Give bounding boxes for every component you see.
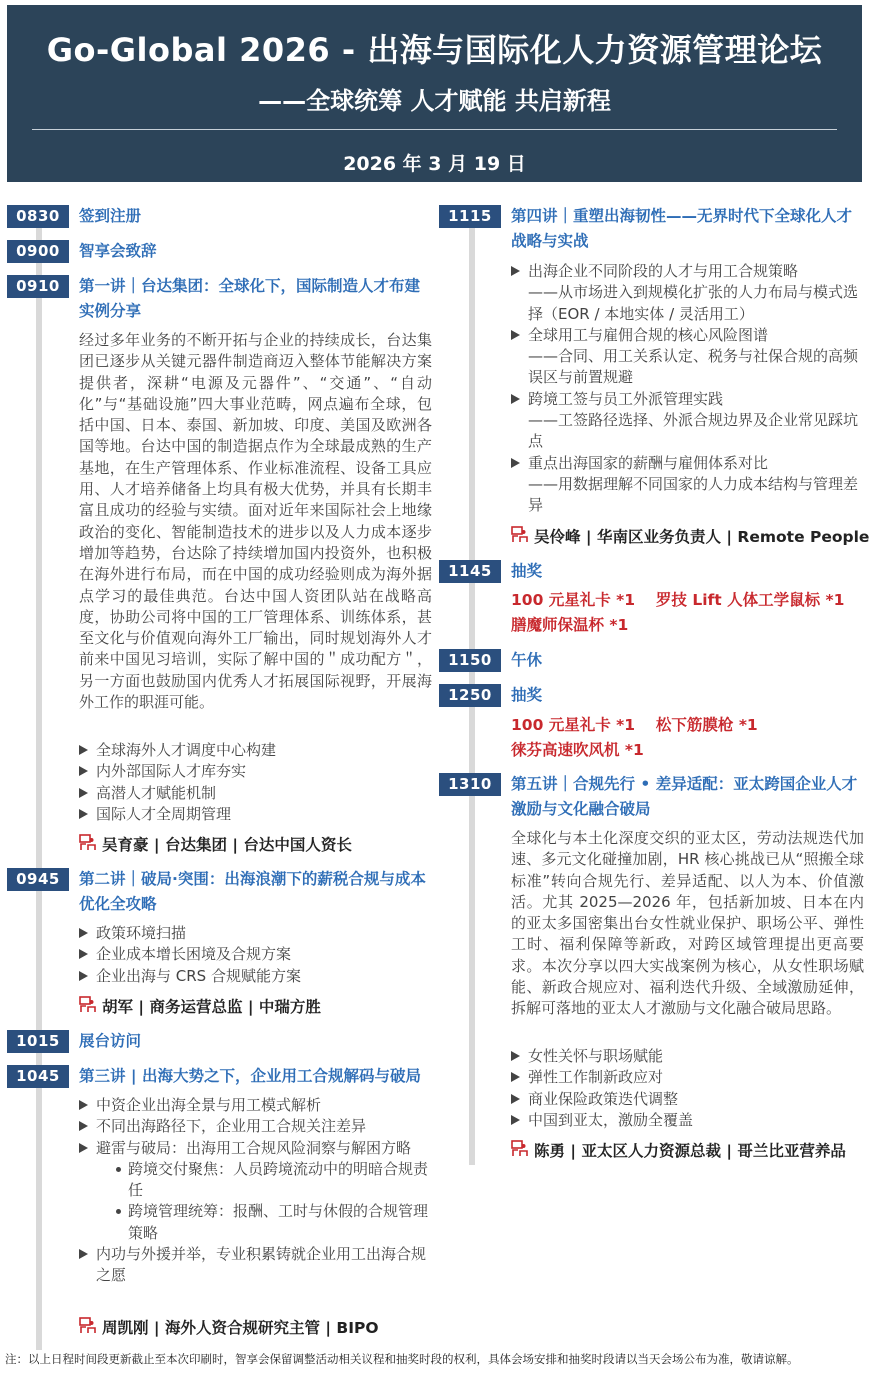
timeline-line	[36, 205, 42, 1350]
list-item: 内外部国际人才库夯实	[79, 761, 432, 782]
prize-line: 100 元星礼卡 *1 松下筋膜枪 *1	[511, 716, 758, 734]
list-item: 避雷与破局：出海用工合规风险洞察与解困方略 跨境交付聚焦：人员跨境流动中的明暗合规责任 跨境管理统筹：报酬、工时与休假的合规管理策略	[79, 1138, 432, 1244]
speaker-info: 周凯刚 | 海外人资合规研究主管 | BIPO	[102, 1319, 379, 1337]
list-item: 高潜人才赋能机制	[79, 783, 432, 804]
triangle-bullet-icon	[511, 1051, 520, 1061]
sub-list-item: 跨境交付聚焦：人员跨境流动中的明暗合规责任	[114, 1159, 432, 1202]
bullet-list	[79, 740, 432, 825]
bullet-list	[79, 1095, 432, 1287]
triangle-bullet-icon	[79, 949, 88, 959]
speaker-podium-icon	[79, 834, 96, 851]
list-item: 跨境工签与员工外派管理实践 ——工签路径选择、外派合规边界及企业常见踩坑点	[511, 389, 864, 453]
prize-list	[511, 588, 864, 638]
page-title: Go-Global 2026 - 出海与国际化人力资源管理论坛	[46, 31, 823, 69]
list-item: 企业出海与 CRS 合规赋能方案	[79, 966, 432, 987]
speaker-info: 胡军 | 商务运营总监 | 中瑞方胜	[102, 998, 321, 1016]
session-title: 抽奖	[511, 686, 543, 704]
prize-list	[511, 713, 864, 763]
time-badge: 1115	[439, 205, 501, 228]
prize-line: 100 元星礼卡 *1 罗技 Lift 人体工学鼠标 *1	[511, 591, 845, 609]
time-badge: 0900	[7, 240, 69, 263]
footnote: 注：以上日程时间段更新截止至本次印刷时，智享会保留调整活动相关议程和抽奖时段的权利，具体会场安排和抽奖时段请以当天会场公布为准，敬请谅解。	[5, 1352, 799, 1366]
session-description: 全球化与本土化深度交织的亚太区，劳动法规迭代加速、多元文化碰撞加剧，HR 核心挑战已从“照搬全球标准”转向合规先行、差异适配、以人为本、价值激活。尤其 2025—2026 年，包括新加坡、日本在内的亚太多国密集出台女性就业保护、职场公平、弹性工时、福利保障等新政，对跨区域管理提出更高要求。本次分享以四大实战案例为核心，从女性职场赋能、新政合规应对、福利迭代升级、全域激励延伸，拆解可落地的亚太人才激励与文化融合破局思路。	[511, 829, 864, 1018]
prize-line: 徕芬高速吹风机 *1	[511, 741, 644, 759]
bullet-list	[511, 1046, 864, 1131]
speaker-line	[79, 1316, 432, 1338]
triangle-bullet-icon	[511, 1115, 520, 1125]
session-title: 午休	[511, 651, 543, 669]
page-subtitle: ——全球统筹 人才赋能 共启新程	[258, 87, 611, 115]
bullet-detail: ——从市场进入到规模化扩张的人力布局与模式选择（EOR / 本地实体 / 灵活用工）	[528, 283, 859, 323]
speaker-line	[79, 833, 432, 855]
time-badge: 1015	[7, 1030, 69, 1053]
bullet-detail: ——用数据理解不同国家的人力成本结构与管理差异	[528, 474, 859, 515]
list-item: 重点出海国家的薪酬与雇佣体系对比 ——用数据理解不同国家的人力成本结构与管理差异	[511, 453, 864, 517]
session-title: 签到注册	[79, 207, 142, 225]
sub-bullet-list	[114, 1159, 432, 1244]
time-badge: 0830	[7, 205, 69, 228]
list-item: 出海企业不同阶段的人才与用工合规策略 ——从市场进入到规模化扩张的人力布局与模式选择（EOR / 本地实体 / 灵活用工）	[511, 261, 864, 325]
list-item: 政策环境扫描	[79, 923, 432, 944]
time-badge: 1150	[439, 649, 501, 672]
schedule-column-left	[7, 205, 432, 1350]
speaker-line	[511, 1139, 864, 1161]
triangle-bullet-icon	[79, 1249, 88, 1259]
triangle-bullet-icon	[79, 1100, 88, 1110]
triangle-bullet-icon	[511, 458, 520, 468]
speaker-line	[79, 995, 432, 1017]
bullet-detail: ——合同、用工关系认定、税务与社保合规的高频误区与前置规避	[528, 347, 859, 387]
session-title: 第一讲｜台达集团：全球化下，国际制造人才布建实例分享	[79, 277, 421, 320]
list-item: 中资企业出海全景与用工模式解析	[79, 1095, 432, 1116]
bullet-list	[79, 923, 432, 987]
list-item: 全球用工与雇佣合规的核心风险图谱 ——合同、用工关系认定、税务与社保合规的高频误区与前置规避	[511, 325, 864, 389]
triangle-bullet-icon	[511, 1094, 520, 1104]
triangle-bullet-icon	[79, 971, 88, 981]
triangle-bullet-icon	[79, 745, 88, 755]
time-badge: 1250	[439, 684, 501, 707]
speaker-podium-icon	[79, 996, 96, 1013]
session-title: 第三讲 | 出海大势之下，企业用工合规解码与破局	[79, 1067, 421, 1085]
event-date: 2026 年 3 月 19 日	[343, 153, 526, 175]
header-banner	[7, 5, 862, 182]
header-divider	[32, 129, 837, 130]
speaker-line	[511, 525, 870, 547]
time-badge: 1310	[439, 773, 501, 796]
session-description: 经过多年业务的不断开拓与企业的持续成长，台达集团已逐步从关键元器件制造商迈入整体节能解决方案提供者，深耕“电源及元器件”、“交通”、“自动化”与“基础设施”四大事业范畴，网点遍布全球，包括中国、日本、泰国、新加坡、印度、美国及欧洲各国等地。台达中国的制造据点作为全球最成熟的生产基地，在生产管理体系、作业标准流程、设备工具应用、人才培养储备上均具有极大优势，并具有长期丰富且成功的经验与实绩。面对近年来国际社会上地缘政治的变化、智能制造技术的进步以及人力成本逐步增加等趋势，台达除了持续增加国内投资外，也积极在海外进行布局，而在中国的成功经验则成为海外据点学习的最佳典范。台达中国人资团队站在战略高度，协助公司将中国的工厂管理体系、训练体系，甚至文化与价值观向海外工厂输出，同时规划海外人才前来中国见习培训，实际了解中国的＂成功配方＂，另一方面也鼓励国内优秀人才拓展国际视野，开展海外工作的职涯可能。	[79, 331, 432, 712]
time-badge: 0945	[7, 868, 69, 891]
list-item: 内功与外援并举，专业积累铸就企业用工出海合规之愿	[79, 1244, 432, 1287]
bullet-list	[511, 261, 864, 517]
time-badge: 1145	[439, 560, 501, 583]
speaker-podium-icon	[511, 526, 528, 543]
triangle-bullet-icon	[79, 1121, 88, 1131]
speaker-info: 吴育豪 | 台达集团 | 台达中国人资长	[102, 836, 352, 854]
session-title: 展台访问	[79, 1032, 142, 1050]
list-item: 商业保险政策迭代调整	[511, 1089, 864, 1110]
triangle-bullet-icon	[79, 928, 88, 938]
session-title: 抽奖	[511, 562, 543, 580]
sub-list-item: 跨境管理统筹：报酬、工时与休假的合规管理策略	[114, 1201, 432, 1244]
list-item: 不同出海路径下，企业用工合规关注差异	[79, 1116, 432, 1137]
prize-line: 膳魔师保温杯 *1	[511, 616, 629, 634]
session-title: 第五讲｜合规先行 • 差异适配：亚太跨国企业人才激励与文化融合破局	[511, 775, 858, 818]
list-item: 企业成本增长困境及合规方案	[79, 944, 432, 965]
session-title: 智享会致辞	[79, 242, 157, 260]
triangle-bullet-icon	[511, 266, 520, 276]
schedule-column-right	[439, 205, 870, 1165]
time-badge: 0910	[7, 275, 69, 298]
list-item: 国际人才全周期管理	[79, 804, 432, 825]
triangle-bullet-icon	[79, 788, 88, 798]
triangle-bullet-icon	[79, 766, 88, 776]
list-item: 全球海外人才调度中心构建	[79, 740, 432, 761]
list-item: 中国到亚太，激励全覆盖	[511, 1110, 864, 1131]
speaker-podium-icon	[511, 1140, 528, 1157]
list-item: 弹性工作制新政应对	[511, 1067, 864, 1088]
speaker-podium-icon	[79, 1317, 96, 1334]
session-title: 第二讲｜破局·突围：出海浪潮下的薪税合规与成本优化全攻略	[79, 870, 426, 913]
triangle-bullet-icon	[511, 394, 520, 404]
speaker-info: 吴伶峰 | 华南区业务负责人 | Remote People	[534, 528, 870, 546]
speaker-info: 陈勇 | 亚太区人力资源总裁 | 哥兰比亚营养品	[534, 1142, 846, 1160]
time-badge: 1045	[7, 1065, 69, 1088]
triangle-bullet-icon	[79, 1143, 88, 1153]
session-title: 第四讲｜重塑出海韧性——无界时代下全球化人才战略与实战	[511, 207, 853, 250]
triangle-bullet-icon	[511, 330, 520, 340]
triangle-bullet-icon	[79, 809, 88, 819]
list-item: 女性关怀与职场赋能	[511, 1046, 864, 1067]
bullet-detail: ——工签路径选择、外派合规边界及企业常见踩坑点	[528, 411, 859, 451]
triangle-bullet-icon	[511, 1072, 520, 1082]
